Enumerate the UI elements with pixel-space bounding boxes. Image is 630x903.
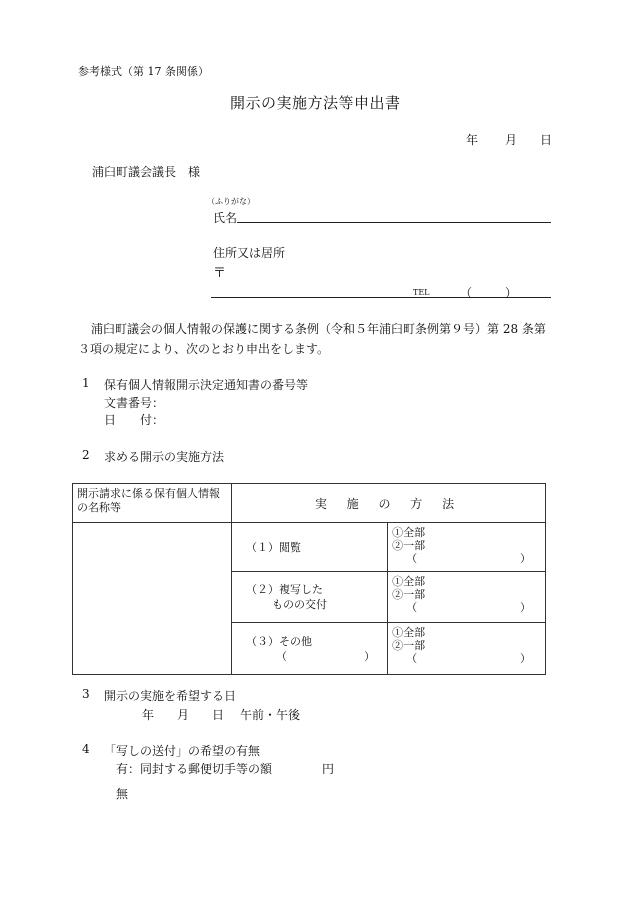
address-label: 住所又は居所 — [213, 246, 286, 260]
inspection-option-all[interactable]: ①全部 — [392, 526, 426, 539]
other-options[interactable] — [388, 623, 546, 675]
postal-mark: 〒 — [213, 266, 227, 281]
table-header-method-text: 実 施 の 方 法 — [314, 496, 463, 511]
method-inspection-label: （１）閲覧 — [246, 540, 301, 554]
other-paren-open: （ — [276, 649, 287, 663]
addressee: 浦臼町議会議長 様 — [92, 165, 201, 179]
mailing-yes-option[interactable]: 有：同封する郵便切手等の額 — [116, 762, 273, 776]
method-other-label: （３）その他 — [246, 634, 312, 648]
copy-option-part[interactable]: ②一部 — [392, 588, 426, 601]
inspection-paren-close: ） — [520, 552, 531, 565]
date-month-label: 月 — [505, 133, 518, 147]
method-other-detail[interactable] — [246, 649, 387, 664]
document-title: 開示の実施方法等申出書 — [230, 94, 401, 112]
method-other-cell[interactable] — [232, 623, 388, 675]
tel-label: TEL — [413, 288, 430, 297]
copy-option-all[interactable]: ①全部 — [392, 575, 426, 588]
desired-month-label: 月 — [177, 708, 190, 722]
info-name-cell[interactable] — [73, 523, 232, 675]
copy-options[interactable] — [388, 572, 546, 623]
method-copy-sublabel: ものの交付 — [272, 598, 327, 611]
inspection-option-part[interactable]: ②一部 — [392, 539, 426, 552]
mailing-no-option[interactable]: 無 — [116, 787, 129, 801]
disclosure-method-table — [72, 483, 546, 675]
other-option-part[interactable]: ②一部 — [392, 639, 426, 652]
section4-title: 「写しの送付」の希望の有無 — [104, 744, 261, 758]
address-underline[interactable] — [211, 297, 551, 298]
method-copy-cell[interactable] — [232, 572, 388, 623]
other-part-paren-close: ） — [520, 652, 531, 665]
furigana-label: （ふりがな） — [207, 197, 255, 206]
method-inspection-cell[interactable] — [232, 523, 388, 572]
other-paren-close: ） — [364, 649, 376, 663]
yen-unit: 円 — [322, 762, 335, 776]
copy-paren-close: ） — [520, 601, 531, 614]
table-header-method — [232, 484, 546, 523]
notice-date-label: 日 付： — [104, 413, 165, 427]
section1-title: 保有個人情報開示決定通知書の番号等 — [104, 378, 309, 392]
section3-number: 3 — [82, 687, 90, 701]
desired-year-label: 年 — [142, 708, 155, 722]
date-day-label: 日 — [540, 133, 553, 147]
table-header-info-name — [73, 484, 232, 523]
other-option-all[interactable]: ①全部 — [392, 626, 426, 639]
inspection-options[interactable] — [388, 523, 546, 572]
section3-title: 開示の実施を希望する日 — [104, 689, 237, 703]
body-text-line1: 浦臼町議会の個人情報の保護に関する条例（令和５年浦臼町条例第９号）第 28 条第 — [91, 322, 546, 336]
method-copy-label: （２）複写した — [246, 583, 323, 596]
name-underline[interactable] — [237, 222, 551, 223]
copy-paren-open: （ — [406, 601, 418, 614]
date-year-label: 年 — [466, 133, 479, 147]
section2-number: 2 — [82, 448, 90, 462]
am-pm-choice[interactable]: 午前・午後 — [240, 708, 301, 722]
other-part-detail[interactable] — [392, 652, 541, 665]
table-header-info-name-text: 開示請求に係る保有個人情報の名称等 — [77, 487, 220, 514]
copy-part-detail[interactable] — [392, 601, 541, 614]
other-part-paren-open: （ — [406, 652, 418, 665]
tel-paren-open: （ — [460, 286, 473, 300]
section2-title: 求める開示の実施方法 — [104, 450, 225, 464]
reference-form-label: 参考様式（第 17 条関係） — [78, 65, 209, 78]
tel-paren-close: ） — [505, 286, 518, 300]
desired-day-label: 日 — [212, 708, 225, 722]
section1-number: 1 — [82, 376, 90, 390]
name-label: 氏名 — [213, 211, 238, 225]
body-text-line2: ３項の規定により、次のとおり申出をします。 — [78, 342, 330, 356]
section4-number: 4 — [82, 742, 90, 756]
inspection-paren-open: （ — [406, 552, 418, 565]
document-number-label: 文書番号： — [104, 396, 165, 410]
inspection-part-detail[interactable] — [392, 552, 541, 565]
